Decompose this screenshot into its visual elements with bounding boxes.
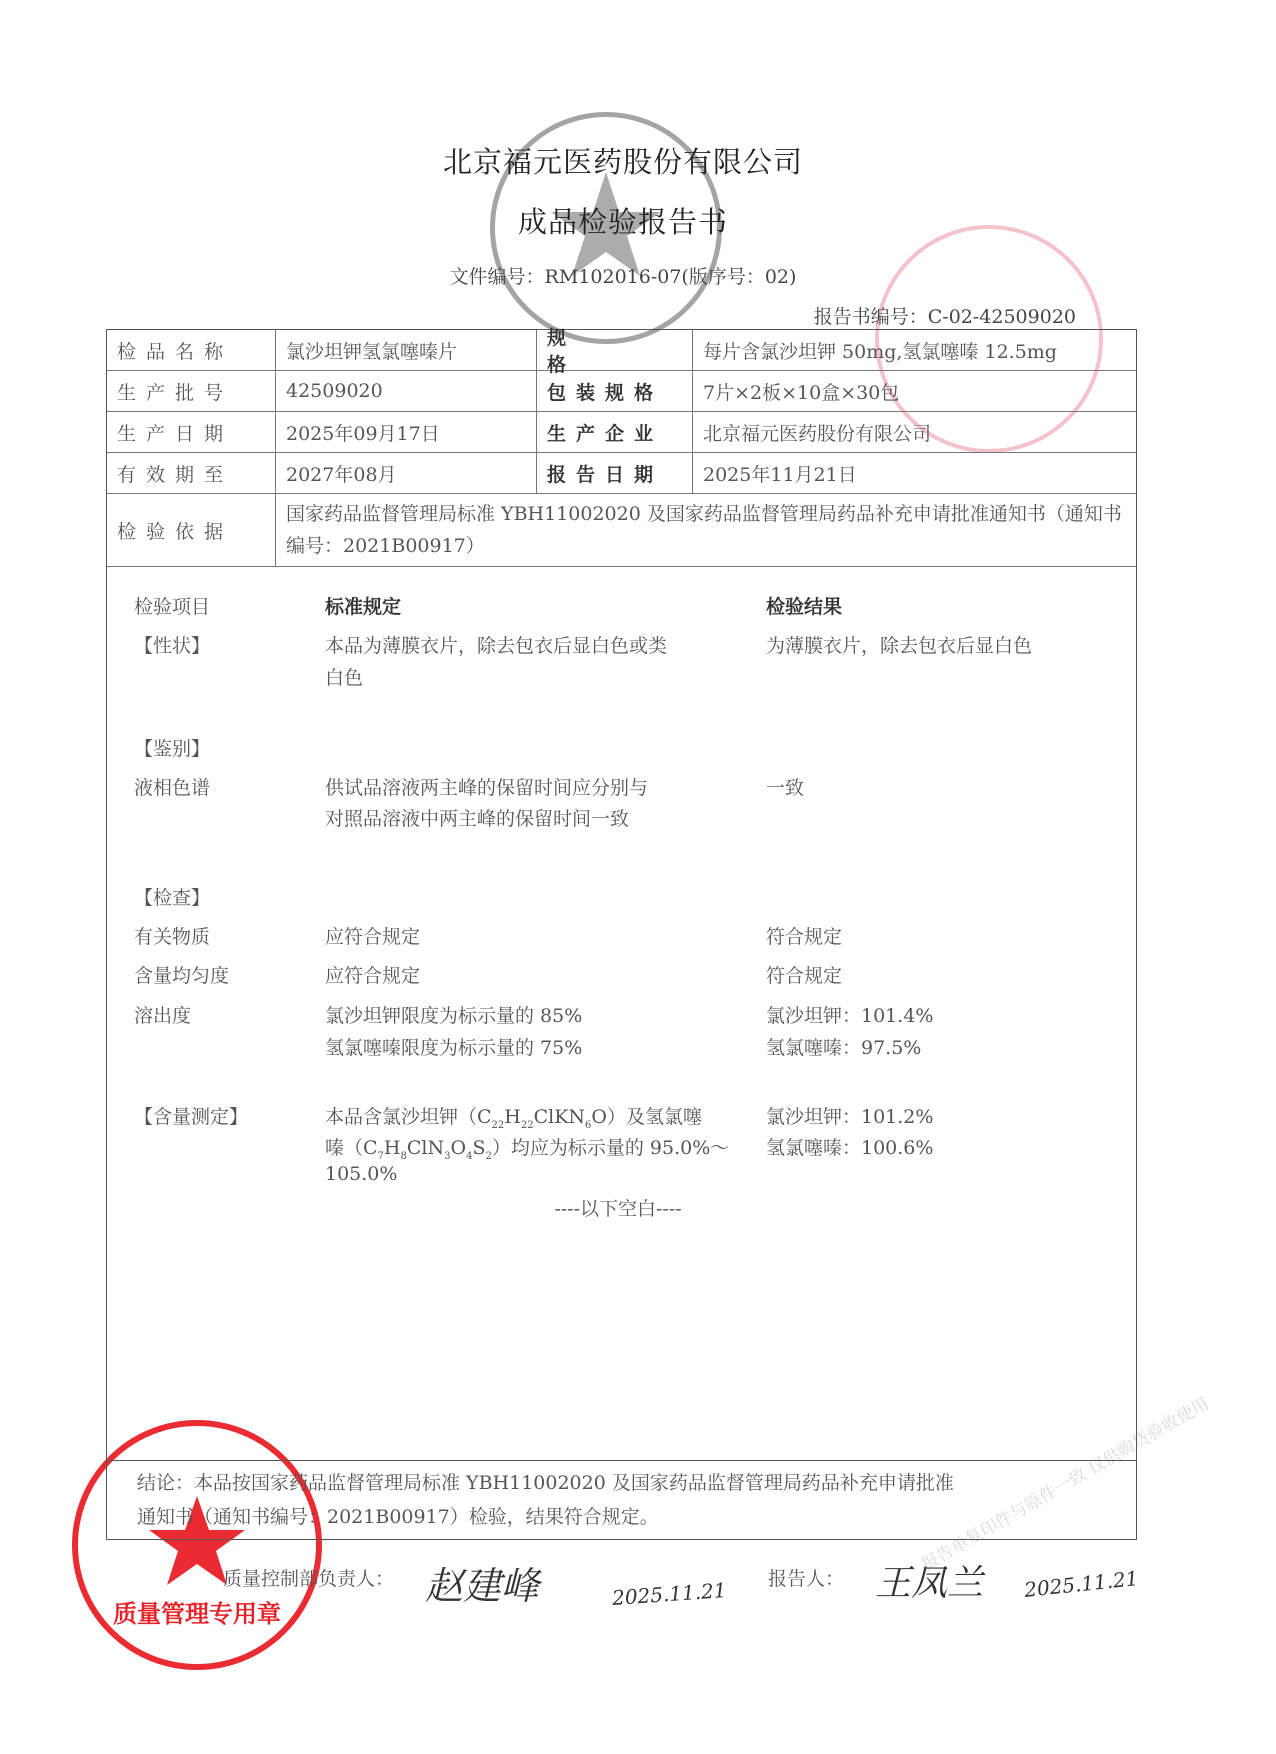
assay-std-3: 105.0% — [325, 1163, 398, 1185]
appearance-label: 【性状】 — [134, 635, 211, 657]
table-row — [107, 494, 1136, 567]
dissolution-std-2: 氢氯噻嗪限度为标示量的 75% — [325, 1037, 583, 1059]
conclusion-line-2: 通知书（通知书编号：2021B00917）检验，结果符合规定。 — [137, 1506, 659, 1528]
identification-label: 【鉴别】 — [134, 738, 211, 760]
assay-result-2: 氢氯噻嗪：100.6% — [766, 1137, 934, 1159]
dissolution-item: 溶出度 — [134, 1005, 192, 1027]
results-section — [106, 559, 1137, 1461]
blank-marker: ----以下空白---- — [554, 1198, 682, 1220]
conclusion-line-1: 结论：本品按国家药品监督管理局标准 YBH11002020 及国家药品监督管理局药品补充申请批准 — [137, 1472, 954, 1494]
appearance-std: 本品为薄膜衣片，除去包衣后显白色或类 — [325, 635, 668, 657]
info-table — [106, 329, 1137, 567]
related-std: 应符合规定 — [325, 926, 421, 948]
file-number: 文件编号：RM102016-07(版序号：02) — [449, 266, 797, 288]
hplc-result: 一致 — [766, 777, 805, 799]
dissolution-result-2: 氢氯噻嗪：97.5% — [766, 1037, 922, 1059]
company-title: 北京福元医药股份有限公司 — [442, 145, 803, 179]
copy-watermark: 报告单复印件与原件一致 仅供购货验收使用 — [918, 1393, 1213, 1576]
label-package: 包装规格 — [537, 371, 693, 411]
assay-label: 【含量测定】 — [134, 1106, 249, 1128]
uniformity-item: 含量均匀度 — [134, 965, 230, 987]
hplc-std: 供试品溶液两主峰的保留时间应分别与 — [325, 777, 649, 799]
header-result: 检验结果 — [766, 596, 843, 618]
uniformity-result: 符合规定 — [766, 965, 843, 987]
related-result: 符合规定 — [766, 926, 843, 948]
appearance-std-cont: 白色 — [325, 667, 364, 689]
tests-label: 【检查】 — [134, 887, 211, 909]
label-basis: 检验依据 — [107, 494, 276, 566]
hplc-std-cont: 对照品溶液中两主峰的保留时间一致 — [325, 808, 630, 830]
value-spec: 每片含氯沙坦钾 50mg,氢氯噻嗪 12.5mg — [703, 340, 1057, 363]
table-row — [107, 371, 1136, 412]
reporter-signature: 王凤兰 — [875, 1563, 984, 1604]
table-row — [107, 412, 1136, 453]
conclusion-box — [106, 1460, 1137, 1540]
report-title: 成品检验报告书 — [517, 205, 728, 239]
value-batch: 42509020 — [276, 371, 537, 411]
label-spec: 规格 — [537, 330, 693, 370]
label-product-name: 检品名称 — [107, 330, 276, 370]
reporter-date: 2025.11.21 — [1023, 1566, 1140, 1602]
dissolution-std-1: 氯沙坦钾限度为标示量的 85% — [325, 1005, 583, 1027]
related-item: 有关物质 — [134, 926, 211, 948]
label-report-date: 报告日期 — [537, 453, 693, 493]
value-report-date: 2025年11月21日 — [703, 463, 857, 486]
dissolution-result-1: 氯沙坦钾：101.4% — [766, 1005, 934, 1027]
qc-date: 2025.11.21 — [611, 1578, 728, 1610]
value-product-name: 氯沙坦钾氢氯噻嗪片 — [276, 330, 537, 370]
reporter-label: 报告人： — [768, 1568, 845, 1590]
value-basis: 国家药品监督管理局标准 YBH11002020 及国家药品监督管理局药品补充申请批准通知书（通知书编号：2021B00917） — [286, 503, 1122, 557]
report-number: 报告书编号：C-02-42509020 — [813, 306, 1076, 328]
label-batch: 生产批号 — [107, 371, 276, 411]
header-standard: 标准规定 — [325, 596, 402, 618]
table-row — [107, 327, 1136, 376]
table-row — [107, 453, 1136, 494]
value-mfg-date: 2025年09月17日 — [276, 412, 537, 452]
header-item: 检验项目 — [134, 596, 211, 618]
value-package: 7片×2板×10盒×30包 — [703, 381, 900, 404]
value-manufacturer: 北京福元医药股份有限公司 — [703, 422, 932, 445]
qc-signature: 赵建峰 — [425, 1564, 540, 1608]
assay-result-1: 氯沙坦钾：101.2% — [766, 1106, 934, 1128]
value-expiry: 2027年08月 — [276, 453, 537, 493]
label-expiry: 有效期至 — [107, 453, 276, 493]
uniformity-std: 应符合规定 — [325, 965, 421, 987]
label-manufacturer: 生产企业 — [537, 412, 693, 452]
quality-stamp: 质量管理专用章 — [72, 1420, 322, 1670]
label-mfg-date: 生产日期 — [107, 412, 276, 452]
appearance-result: 为薄膜衣片，除去包衣后显白色 — [766, 635, 1033, 657]
qc-label: 质量控制部负责人： — [223, 1568, 395, 1590]
assay-std-2: 嗪$(C_7H_8ClN_3O_4S_2)$均应为标示量的 95.0%～ — [325, 1137, 730, 1162]
hplc-item: 液相色谱 — [134, 777, 211, 799]
assay-std-1: 本品含氯沙坦钾$(C_{22}H_{22}ClKN_6O)$及氢氯噻 — [325, 1106, 702, 1131]
